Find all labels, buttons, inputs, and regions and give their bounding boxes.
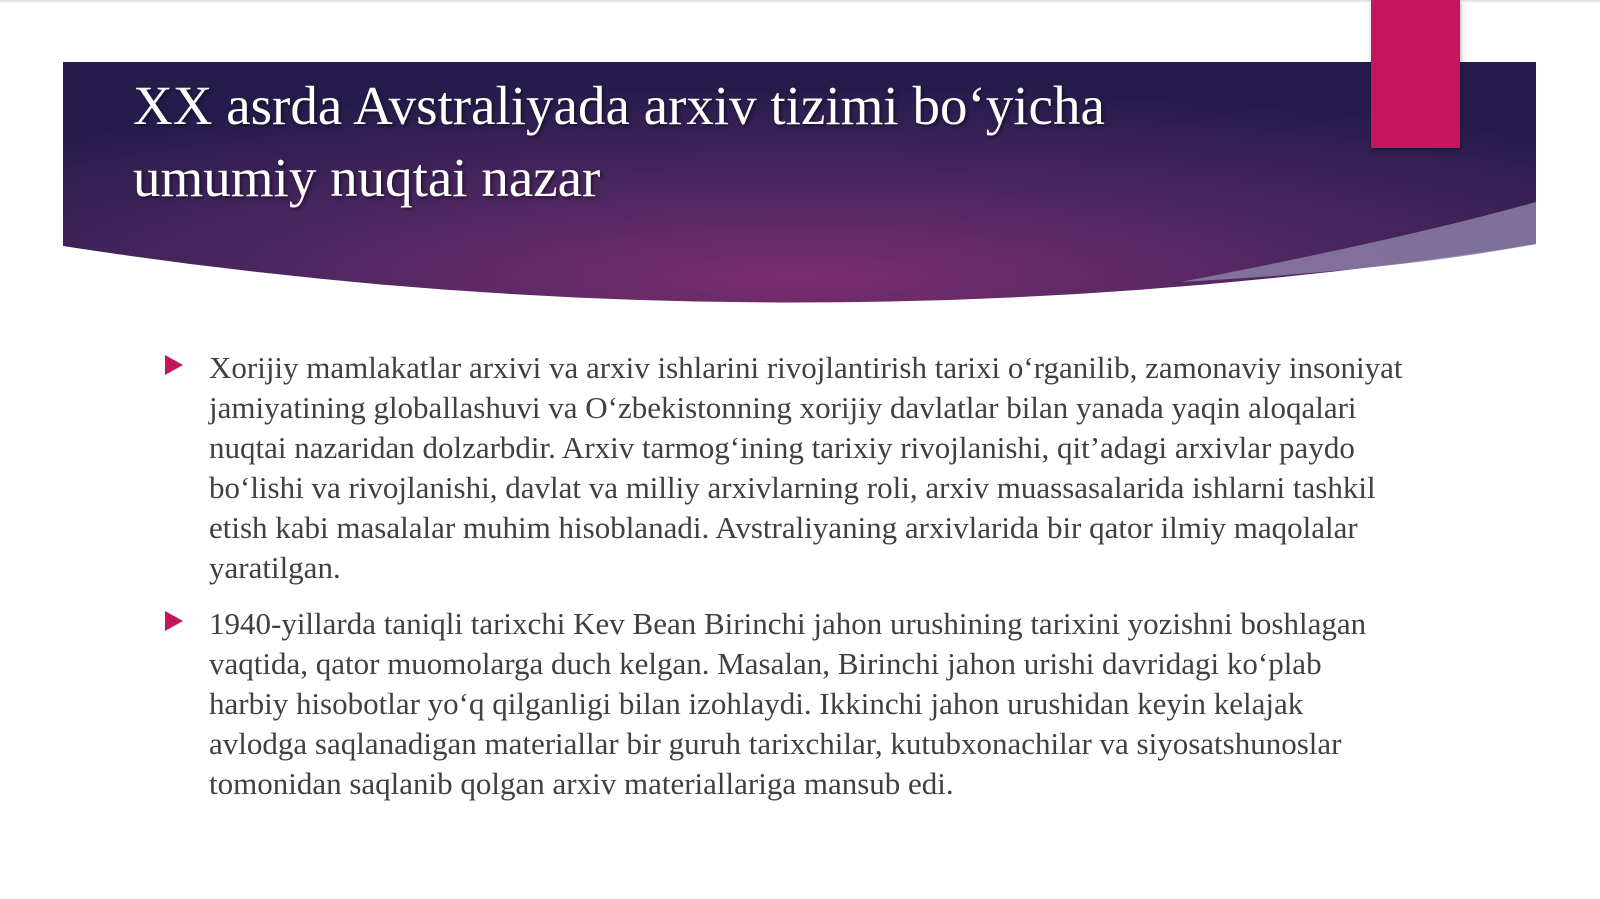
bullet-list	[165, 348, 1405, 820]
slide-title-line-1: XX asrda Avstraliyada arxiv tizimi bo‘yicha	[133, 75, 1105, 136]
triangle-right-icon	[165, 355, 183, 375]
bullet-text-2: 1940-yillarda taniqli tarixchi Kev Bean Birinchi jahon urushining tarixini yozishni boshlagan vaqtida, qator muomolarga duch kelgan. Masalan, Birinchi jahon urishi davridagi ko‘plab harbiy hisobotlar yo‘q qilganligi bilan izohlaydi. Ikkinchi jahon urushidan keyin kelajak avlodga saqlanadigan materiallar bir guruh tarixchilar, kutubxonachilar va siyosatshunoslar tomonidan saqlanib qolgan arxiv materiallariga mansub edi.	[209, 606, 1367, 801]
slide-title-line-2: umumiy nuqtai nazar	[133, 147, 601, 208]
triangle-right-icon	[165, 611, 183, 631]
slide-title	[133, 70, 1313, 214]
bullet-item-1	[165, 348, 1405, 588]
bullet-item-2	[165, 604, 1405, 804]
bullet-text-1: Xorijiy mamlakatlar arxivi va arxiv ishlarini rivojlantirish tarixi o‘rganilib, zamonaviy insoniyat jamiyatining globallashuvi va O‘zbekistonning xorijiy davlatlar bilan yanada yaqin aloqalari nuqtai nazaridan dolzarbdir. Arxiv tarmog‘ining tarixiy rivojlanishi, qit’adagi arxivlar paydo bo‘lishi va rivojlanishi, davlat va milliy arxivlarning roli, arxiv muassasalarida ishlarni tashkil etish kabi masalalar muhim hisoblanadi. Avstraliyaning arxivlarida bir qator ilmiy maqolalar yaratilgan.	[209, 350, 1403, 585]
accent-tab	[1371, 0, 1460, 148]
